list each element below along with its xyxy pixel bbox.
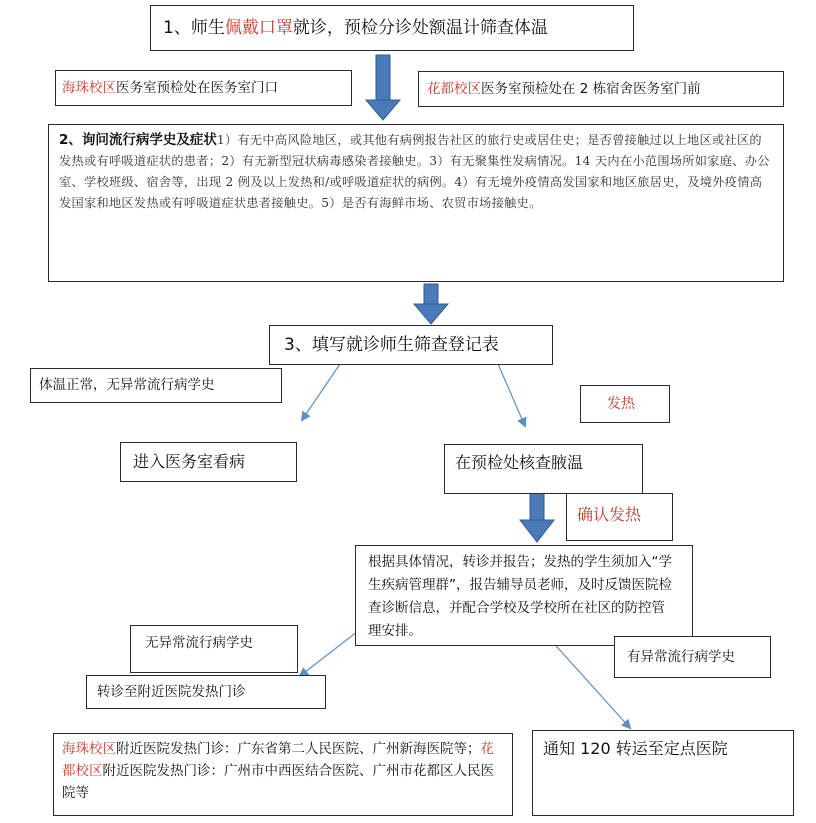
step2-body: 1）有无中高风险地区，或其他有病例报告社区的旅行史或居住史；是否曾接触过以上地区或社区的发热或有呼吸道症状的患者；2）有无新型冠状病毒感染者接触史。3）有无聚集性发病情况。14 天内在小范围场所如家庭、办公室、学校班级、宿舍等，出现 2 例及以上发热和/或呼吸道症状的病例。4）有无境外疫情高发国家和地区旅居史，及境外疫情高发国家和地区发热或有呼吸道症状患者接触史。5）是否有海鲜市场、农贸市场接触史。 — [59, 133, 770, 210]
block-arrow-step2-to-step3 — [414, 284, 448, 324]
nearby-haizhu-name: 海珠校区 — [62, 741, 116, 757]
step1-prefix: 1、师生 — [163, 18, 225, 38]
connector-no-abnormal — [300, 628, 362, 676]
confirm-fever-label: 确认发热 — [566, 493, 673, 541]
report-instructions-box: 根据具体情况，转诊并报告；发热的学生须加入“学生疾病管理群”，报告辅导员老师，及时反馈医院检查诊断信息，并配合学校及学校所在社区的防控管理安排。 — [355, 545, 693, 646]
has-abnormal-history-label: 有异常流行病学史 — [614, 636, 771, 678]
campus-haizhu-text: 医务室预检处在医务室门口 — [116, 80, 278, 96]
step2-box — [48, 124, 784, 282]
block-arrow-check-to-report — [520, 490, 554, 542]
normal-temperature-label: 体温正常，无异常流行病学史 — [30, 368, 282, 403]
step1-box — [150, 5, 634, 51]
campus-huadu-text: 医务室预检处在 2 栋宿舍医务室门前 — [481, 81, 701, 97]
check-axillary-box: 在预检处核查腋温 — [444, 444, 643, 494]
connector-normal — [302, 364, 340, 420]
block-arrow-step1-to-step2 — [366, 55, 400, 120]
fever-label: 发热 — [580, 385, 670, 423]
campus-huadu-box — [418, 71, 784, 107]
nearby-huadu-text: 附近医院发热门诊：广州市中西医结合医院、广州市花都区人民医院等 — [62, 763, 494, 801]
transfer-fever-clinic-box: 转诊至附近医院发热门诊 — [86, 675, 326, 709]
step1-suffix: 就诊，预检分诊处额温计筛查体温 — [292, 18, 548, 38]
connector-fever — [498, 364, 525, 426]
nearby-huadu-name: 花都校区 — [62, 741, 494, 779]
no-abnormal-history-label: 无异常流行病学史 — [130, 625, 298, 673]
nearby-haizhu-text: 附近医院发热门诊：广东省第二人民医院、广州新海医院等； — [116, 741, 481, 757]
campus-huadu-name: 花都校区 — [427, 81, 481, 97]
campus-haizhu-name: 海珠校区 — [62, 80, 116, 96]
nearby-hospitals-box — [53, 733, 513, 816]
step3-box: 3、填写就诊师生筛查登记表 — [269, 325, 553, 365]
step1-highlight: 佩戴口罩 — [224, 18, 293, 38]
step2-title: 2、询问流行病学史及症状 — [59, 132, 217, 148]
campus-haizhu-box — [55, 70, 352, 106]
enter-clinic-box: 进入医务室看病 — [120, 442, 297, 482]
notify-120-box: 通知 120 转运至定点医院 — [532, 730, 794, 816]
